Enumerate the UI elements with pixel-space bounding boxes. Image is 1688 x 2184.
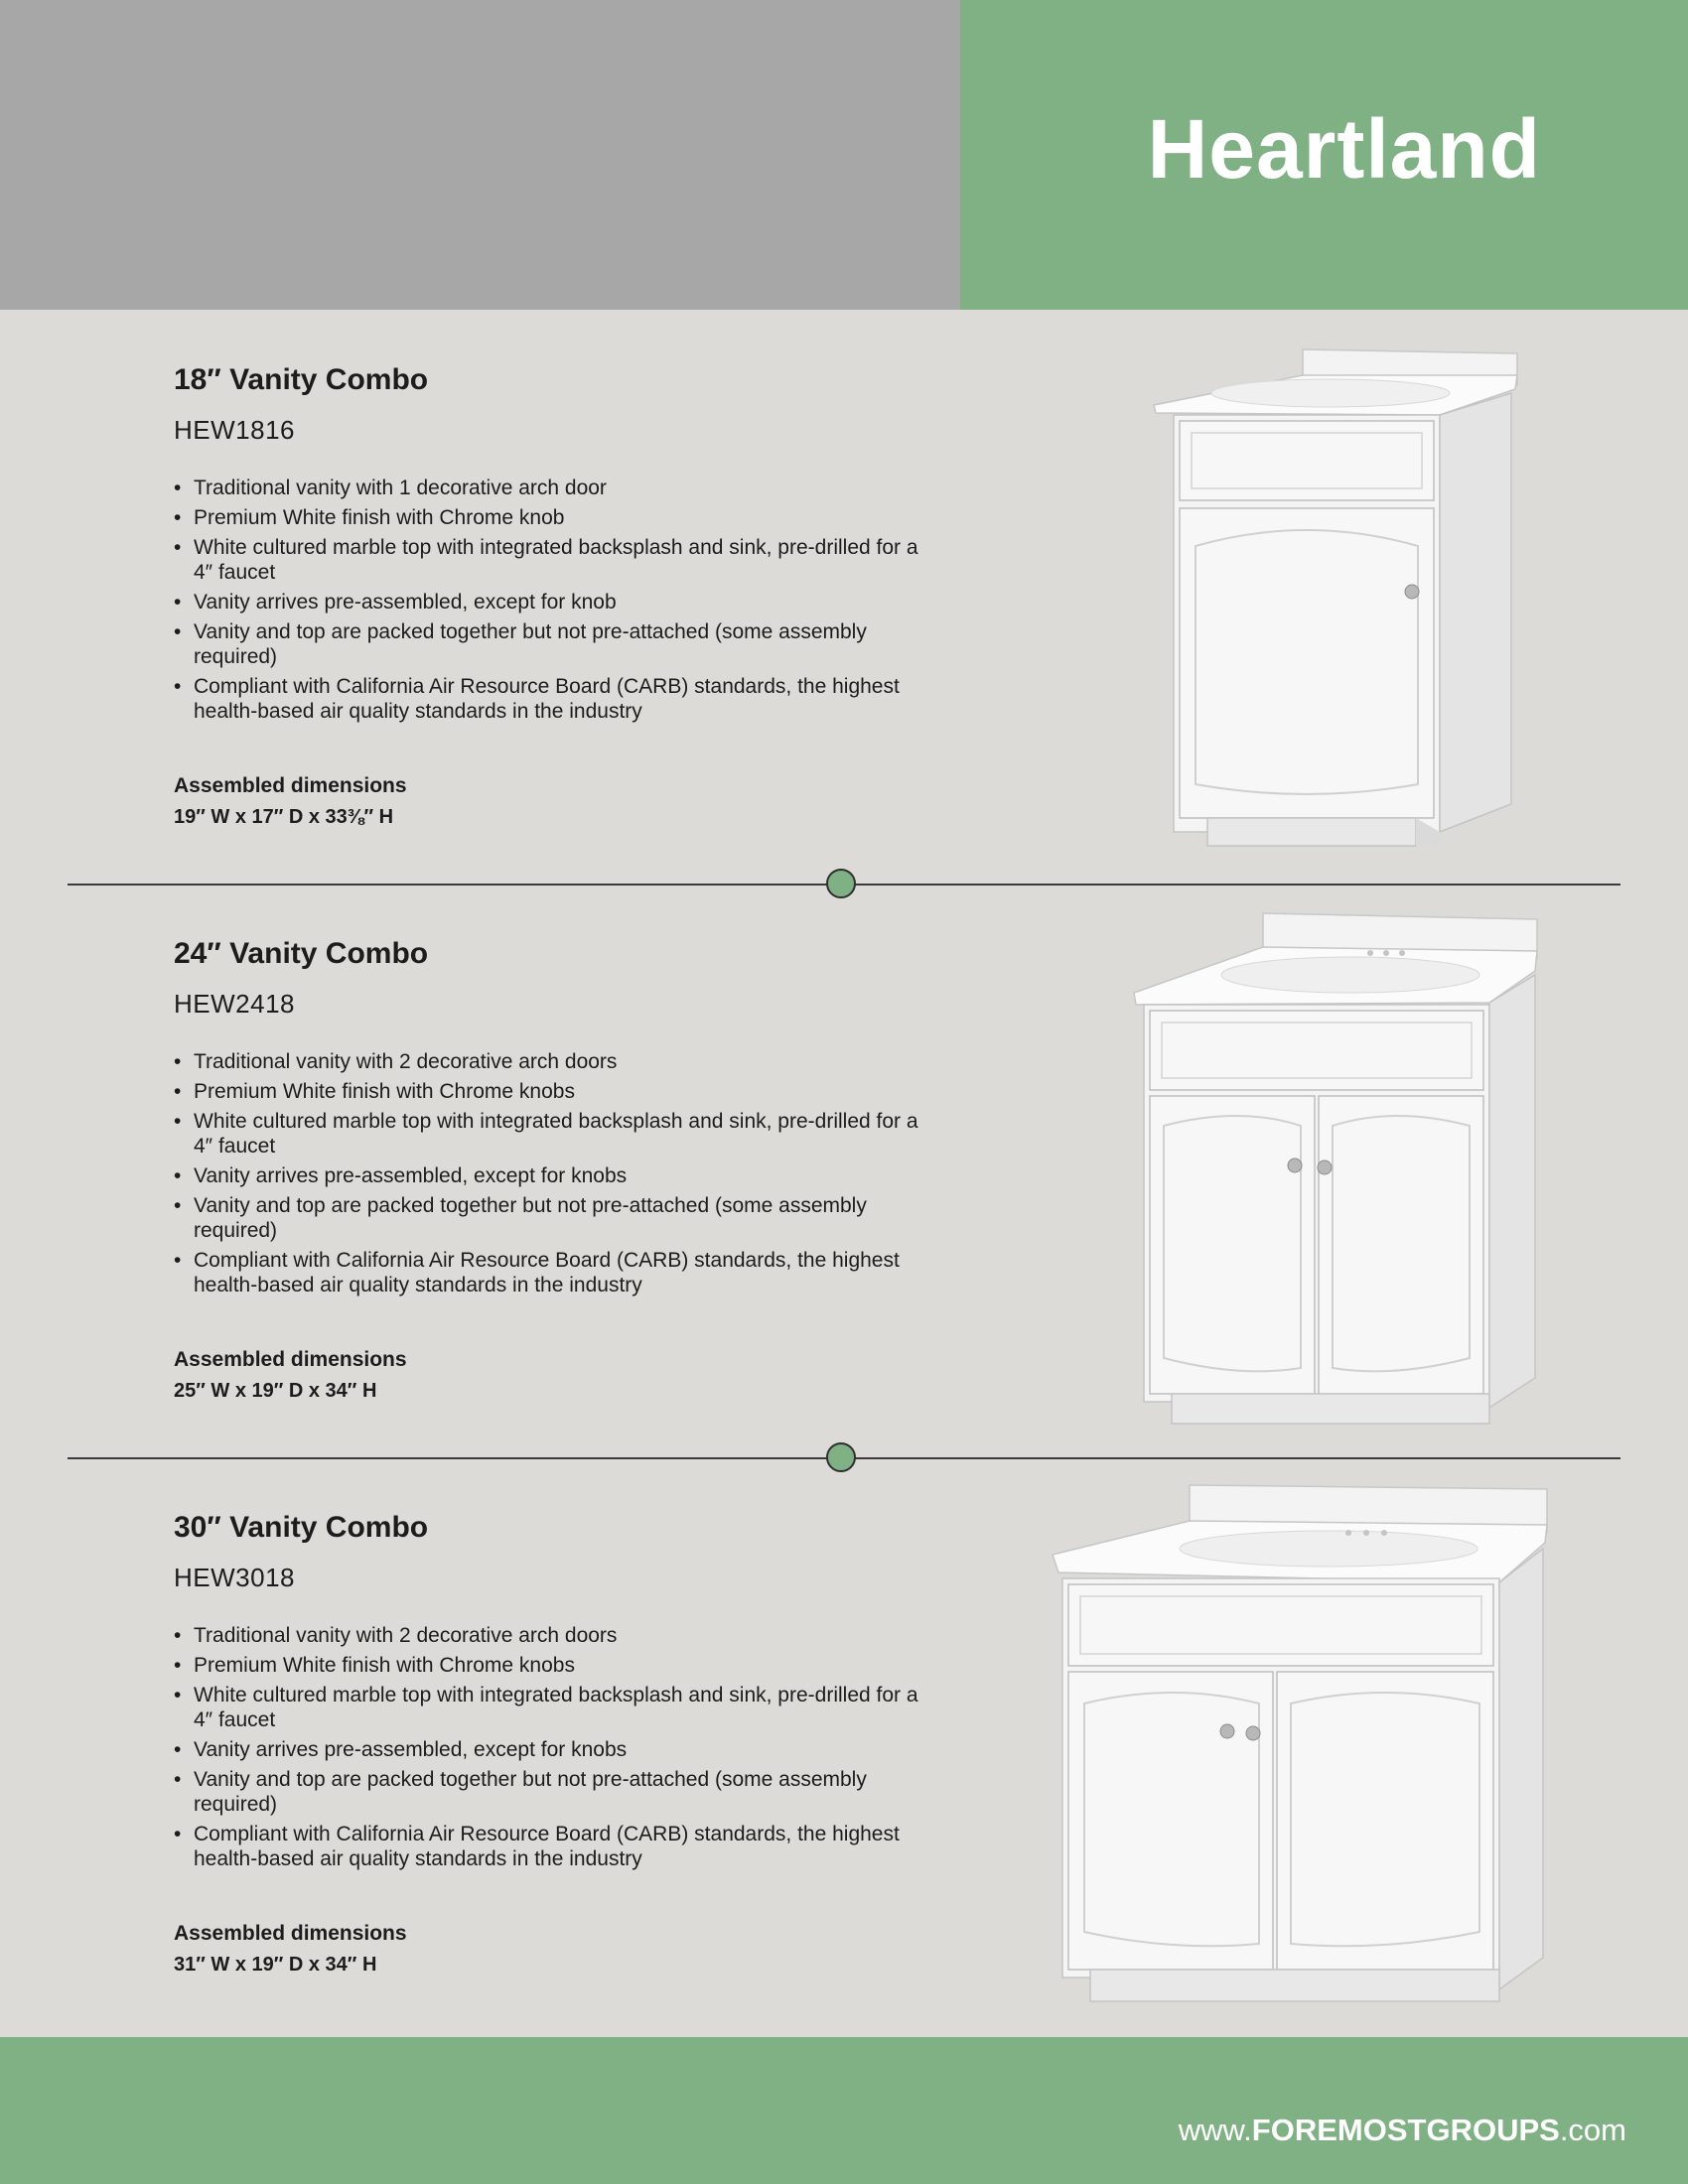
dimensions-label: Assembled dimensions (174, 1348, 407, 1371)
website-link[interactable] (1179, 2115, 1626, 2145)
double-door-vanity-image (1051, 1483, 1551, 2009)
product-sku: HEW1816 (174, 415, 295, 445)
footer-bar (0, 2037, 1688, 2184)
feature-item: • Premium White finish with Chrome knob (174, 505, 928, 530)
feature-item: • Traditional vanity with 2 decorative arch doors (174, 1623, 928, 1648)
product-title: 18″ Vanity Combo (174, 363, 429, 396)
feature-item: • Traditional vanity with 2 decorative arch doors (174, 1049, 928, 1074)
single-door-vanity-image (1152, 347, 1519, 849)
product-title: 30″ Vanity Combo (174, 1511, 429, 1544)
divider-dot (826, 869, 856, 898)
dimensions-value: 19″ W x 17″ D x 33⅜″ H (174, 806, 394, 828)
feature-item: • Vanity arrives pre-assembled, except for knobs (174, 1163, 928, 1188)
feature-item: • Premium White finish with Chrome knobs (174, 1653, 928, 1678)
product-title: 24″ Vanity Combo (174, 937, 429, 970)
feature-list (174, 1049, 928, 1302)
feature-item: • Vanity arrives pre-assembled, except for knobs (174, 1737, 928, 1762)
feature-item: • Vanity and top are packed together but not pre-attached (some assembly required) (174, 1193, 928, 1243)
double-door-vanity-image (1132, 911, 1541, 1430)
url-prefix: www. (1178, 2113, 1252, 2147)
feature-list (174, 476, 928, 729)
collection-title: Heartland (1147, 102, 1541, 196)
feature-item: • Vanity and top are packed together but not pre-attached (some assembly required) (174, 619, 928, 669)
dimensions-label: Assembled dimensions (174, 1922, 407, 1945)
product-sku: HEW3018 (174, 1563, 295, 1592)
feature-item: • Traditional vanity with 1 decorative arch door (174, 476, 928, 500)
header-gray-panel (0, 0, 960, 310)
feature-item: • Compliant with California Air Resource Board (CARB) standards, the highest health-based air quality standards in the industry (174, 674, 928, 724)
dimensions-label: Assembled dimensions (174, 774, 407, 797)
feature-item: • Vanity and top are packed together but not pre-attached (some assembly required) (174, 1767, 928, 1817)
feature-item: • White cultured marble top with integrated backsplash and sink, pre-drilled for a 4″ faucet (174, 1109, 928, 1159)
dimensions-value: 31″ W x 19″ D x 34″ H (174, 1954, 377, 1976)
feature-item: • Compliant with California Air Resource Board (CARB) standards, the highest health-based air quality standards in the industry (174, 1248, 928, 1297)
feature-item: • Premium White finish with Chrome knobs (174, 1079, 928, 1104)
feature-item: • White cultured marble top with integrated backsplash and sink, pre-drilled for a 4″ faucet (174, 1683, 928, 1732)
feature-list (174, 1623, 928, 1876)
feature-item: • White cultured marble top with integrated backsplash and sink, pre-drilled for a 4″ faucet (174, 535, 928, 585)
url-suffix: .com (1559, 2113, 1626, 2147)
feature-item: • Vanity arrives pre-assembled, except for knob (174, 590, 928, 614)
url-brand: FOREMOSTGROUPS (1251, 2113, 1560, 2147)
dimensions-value: 25″ W x 19″ D x 34″ H (174, 1380, 377, 1402)
divider-dot (826, 1442, 856, 1472)
feature-item: • Compliant with California Air Resource Board (CARB) standards, the highest health-based air quality standards in the industry (174, 1822, 928, 1871)
product-sku: HEW2418 (174, 989, 295, 1019)
